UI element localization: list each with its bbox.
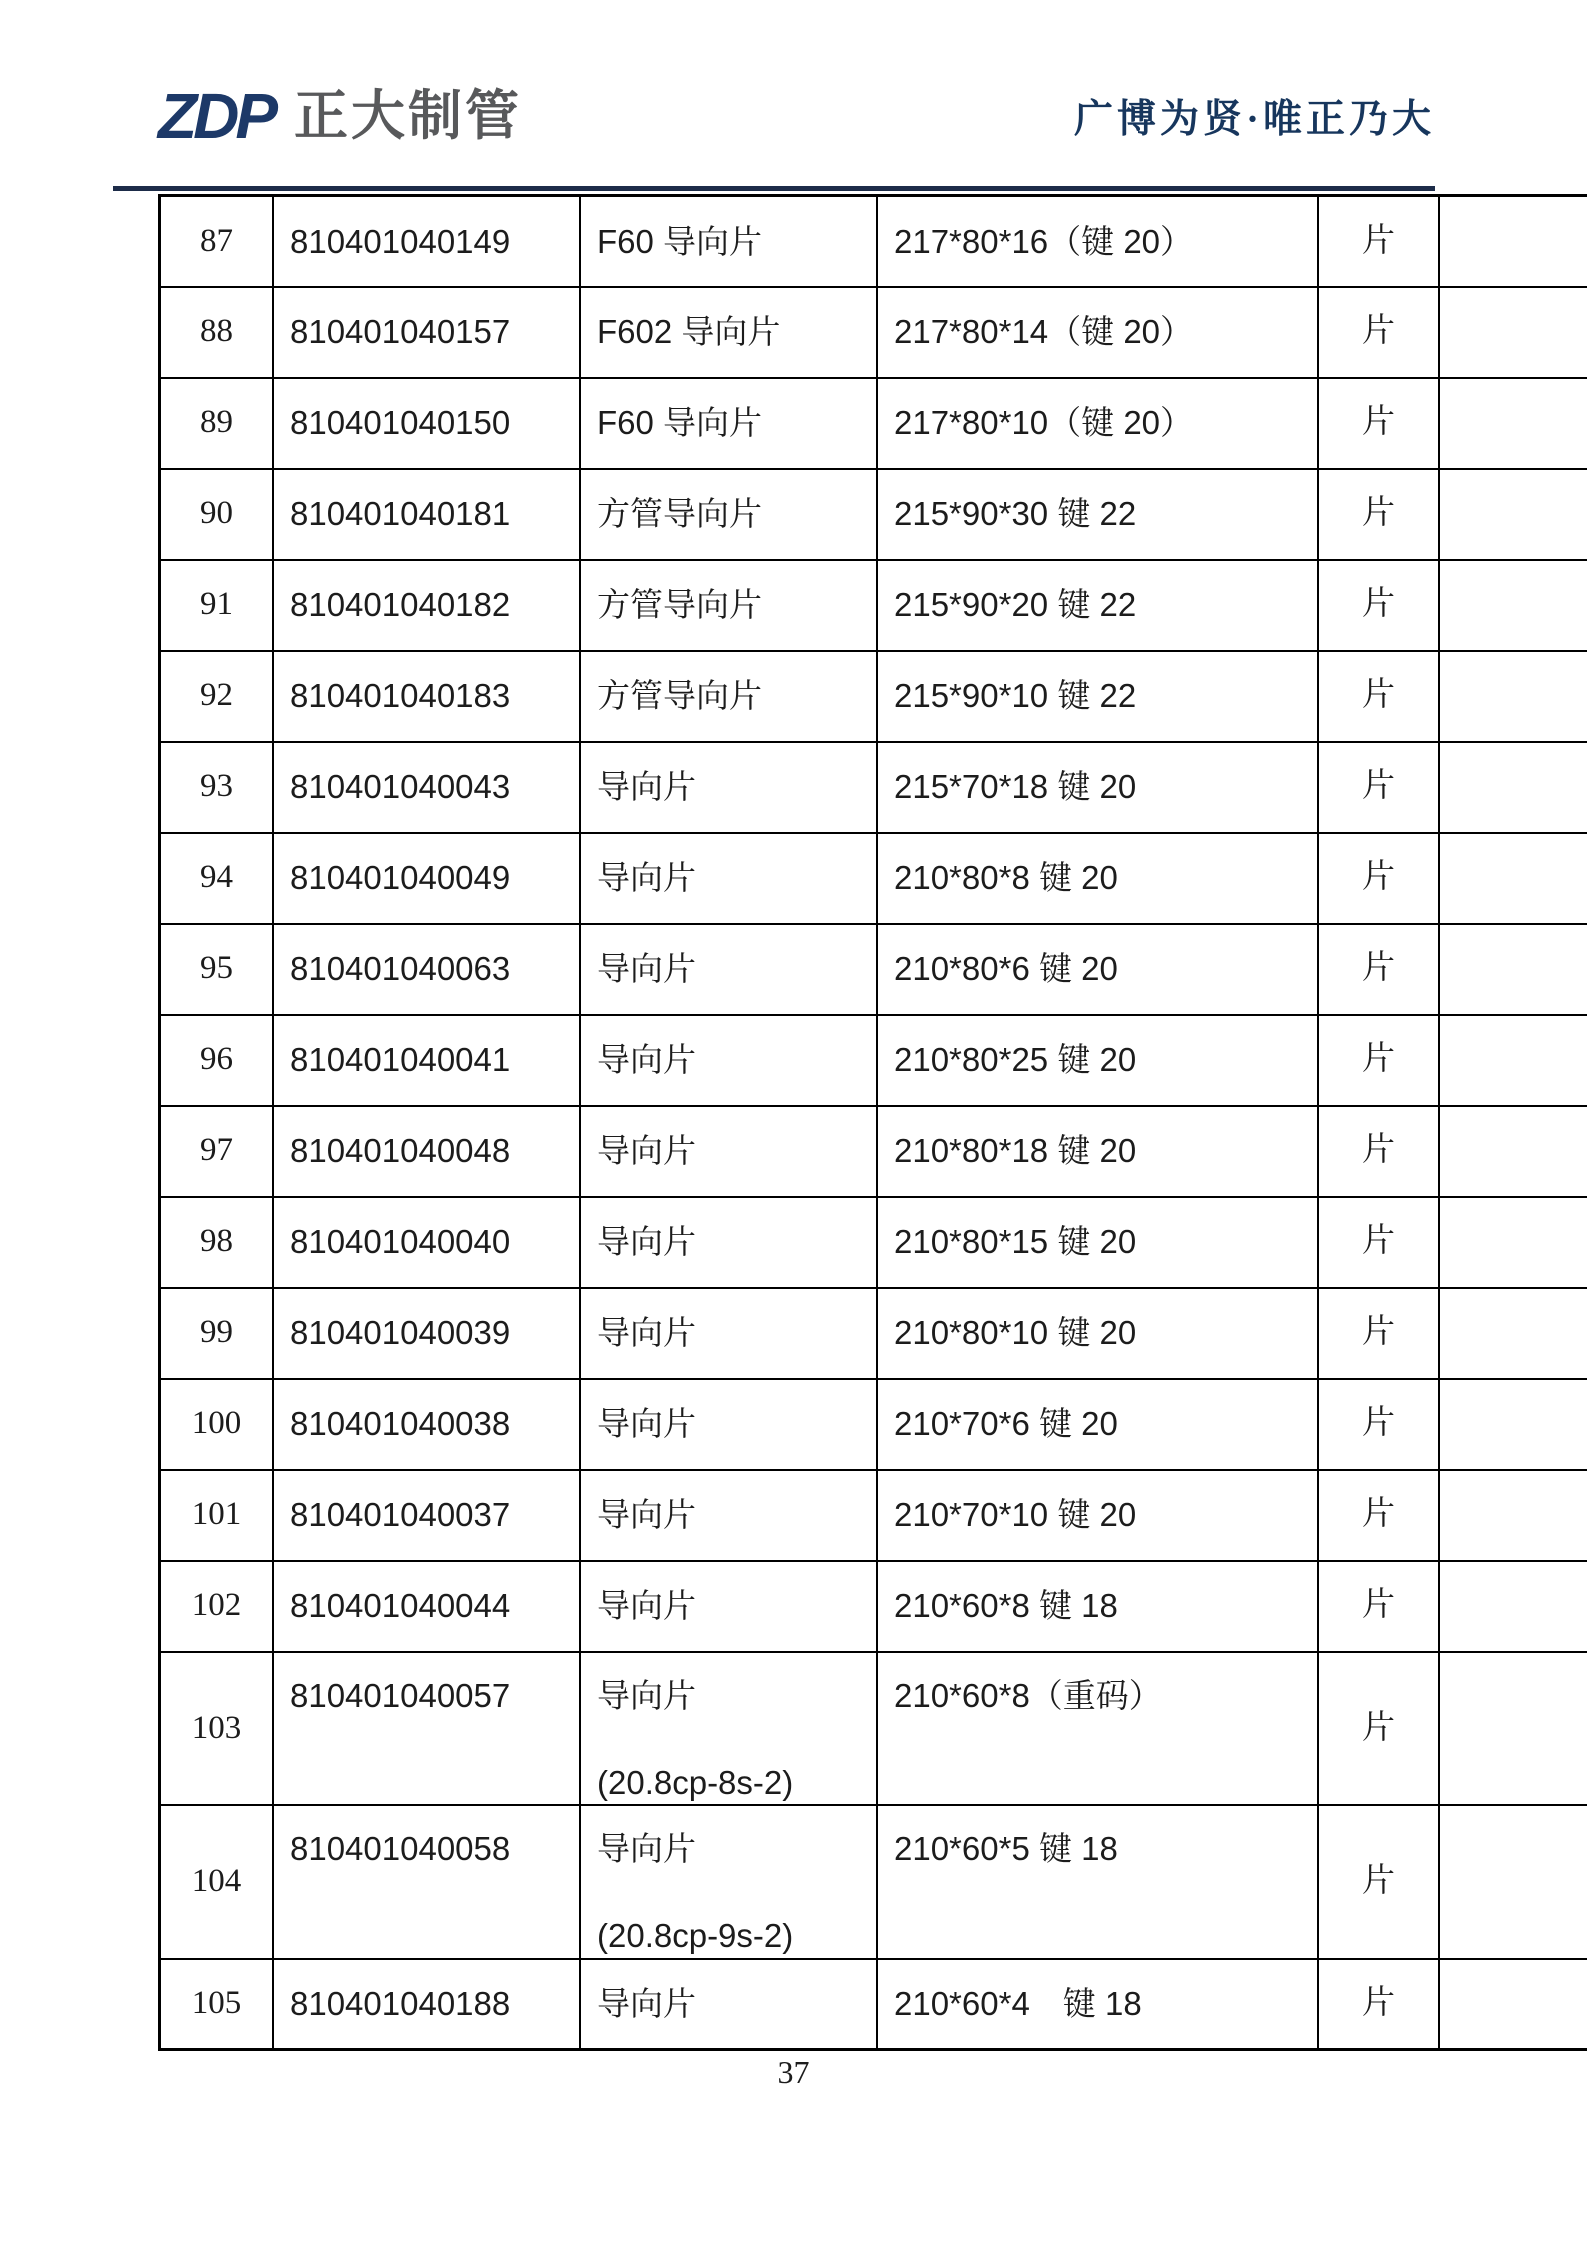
item-code: 810401040039 <box>290 1314 511 1352</box>
table-row <box>160 1106 1587 1197</box>
remarks-cell-empty <box>1439 560 1587 651</box>
row-number: 91 <box>200 586 233 623</box>
item-name: 导向片 <box>597 1830 696 1867</box>
item-unit: 片 <box>1362 313 1395 350</box>
item-unit: 片 <box>1362 859 1395 896</box>
row-number: 95 <box>200 950 233 987</box>
item-unit: 片 <box>1362 495 1395 532</box>
remarks-cell-empty <box>1439 1379 1587 1470</box>
item-code-cell <box>273 1959 580 2050</box>
row-number: 92 <box>200 677 233 714</box>
item-code-cell <box>273 1805 580 1959</box>
item-code-cell <box>273 1288 580 1379</box>
row-number-cell <box>160 1106 274 1197</box>
item-spec: 210*60*5 键 18 <box>894 1830 1118 1867</box>
remarks-cell-empty <box>1439 1288 1587 1379</box>
item-spec: 210*60*8 键 18 <box>894 1587 1118 1625</box>
item-name-cell <box>580 742 877 833</box>
item-unit: 片 <box>1362 1314 1395 1351</box>
item-code: 810401040157 <box>290 313 511 351</box>
item-name-cell <box>580 1197 877 1288</box>
item-spec-cell <box>877 1379 1318 1470</box>
table-row <box>160 924 1587 1015</box>
row-number: 89 <box>200 404 233 441</box>
item-unit: 片 <box>1362 1496 1395 1533</box>
row-number: 96 <box>200 1041 233 1078</box>
item-name-cell <box>580 287 877 378</box>
company-name: 正大制管 <box>294 86 522 146</box>
item-spec-cell <box>877 1652 1318 1806</box>
item-unit-cell <box>1318 560 1439 651</box>
row-number: 104 <box>191 1863 242 1900</box>
item-unit: 片 <box>1362 1985 1395 2022</box>
item-spec-cell <box>877 1288 1318 1379</box>
item-unit: 片 <box>1362 1709 1395 1746</box>
row-number-cell <box>160 287 274 378</box>
item-code: 810401040038 <box>290 1405 511 1443</box>
item-spec: 217*80*16（键 20） <box>894 222 1194 260</box>
item-unit: 片 <box>1362 1405 1395 1442</box>
item-spec: 215*70*18 键 20 <box>894 768 1137 806</box>
item-spec: 215*90*20 键 22 <box>894 586 1137 624</box>
item-unit-cell <box>1318 1197 1439 1288</box>
item-spec-cell <box>877 287 1318 378</box>
item-spec: 210*80*25 键 20 <box>894 1041 1137 1079</box>
item-unit: 片 <box>1362 1223 1395 1260</box>
row-number-cell <box>160 378 274 469</box>
item-spec-cell <box>877 1015 1318 1106</box>
item-name: 导向片 <box>597 1405 696 1443</box>
item-unit: 片 <box>1362 950 1395 987</box>
remarks-cell-empty <box>1439 1470 1587 1561</box>
item-name-cell <box>580 1805 877 1959</box>
item-unit-cell <box>1318 1106 1439 1197</box>
item-name: 导向片 <box>597 950 696 988</box>
item-name: F602 导向片 <box>597 313 781 351</box>
table-row <box>160 560 1587 651</box>
item-code: 810401040044 <box>290 1587 511 1625</box>
row-number-cell <box>160 1561 274 1652</box>
item-code: 810401040058 <box>290 1830 511 1867</box>
row-number: 88 <box>200 313 233 350</box>
item-code: 810401040188 <box>290 1985 511 2023</box>
item-unit: 片 <box>1362 1863 1395 1900</box>
row-number: 93 <box>200 768 233 805</box>
item-code: 810401040183 <box>290 677 511 715</box>
item-unit-cell <box>1318 924 1439 1015</box>
row-number: 98 <box>200 1223 233 1260</box>
item-spec-cell <box>877 196 1318 287</box>
item-name-cell <box>580 651 877 742</box>
item-spec: 215*90*30 键 22 <box>894 495 1137 533</box>
remarks-cell-empty <box>1439 287 1587 378</box>
row-number: 90 <box>200 495 233 532</box>
item-name-cell <box>580 1561 877 1652</box>
item-spec-cell <box>877 651 1318 742</box>
row-number-cell <box>160 1470 274 1561</box>
item-unit-cell <box>1318 378 1439 469</box>
item-code: 810401040041 <box>290 1041 511 1079</box>
item-name-cell <box>580 378 877 469</box>
item-name-cell <box>580 469 877 560</box>
item-code-cell <box>273 287 580 378</box>
table-row <box>160 1288 1587 1379</box>
company-logo <box>158 80 522 152</box>
item-name: 导向片 <box>597 768 696 806</box>
item-unit-cell <box>1318 1015 1439 1106</box>
remarks-cell-empty <box>1439 1197 1587 1288</box>
row-number-cell <box>160 196 274 287</box>
item-unit: 片 <box>1362 586 1395 623</box>
table-row <box>160 1197 1587 1288</box>
item-unit-cell <box>1318 196 1439 287</box>
item-code: 810401040049 <box>290 859 511 897</box>
item-name-line2: (20.8cp-8s-2) <box>597 1763 794 1801</box>
item-unit-cell <box>1318 287 1439 378</box>
row-number: 100 <box>191 1405 242 1442</box>
row-number-cell <box>160 651 274 742</box>
item-spec: 210*60*4 键 18 <box>894 1985 1142 2023</box>
zdp-logo-mark: ZDP <box>158 80 274 152</box>
item-code-cell <box>273 560 580 651</box>
remarks-cell-empty <box>1439 196 1587 287</box>
item-name-cell <box>580 1015 877 1106</box>
item-code: 810401040057 <box>290 1676 511 1714</box>
item-unit: 片 <box>1362 1587 1395 1624</box>
company-slogan: 广博为贤·唯正乃大 <box>1073 98 1435 141</box>
item-code-cell <box>273 469 580 560</box>
item-name-line2: (20.8cp-9s-2) <box>597 1917 794 1955</box>
table-row <box>160 651 1587 742</box>
table-row <box>160 1470 1587 1561</box>
remarks-cell-empty <box>1439 1805 1587 1959</box>
row-number-cell <box>160 742 274 833</box>
item-name: 导向片 <box>597 1132 696 1170</box>
item-unit: 片 <box>1362 1132 1395 1169</box>
row-number: 102 <box>191 1587 242 1624</box>
row-number: 105 <box>191 1985 242 2022</box>
row-number-cell <box>160 833 274 924</box>
item-code-cell <box>273 924 580 1015</box>
row-number-cell <box>160 560 274 651</box>
item-name: 方管导向片 <box>597 586 762 624</box>
remarks-cell-empty <box>1439 1959 1587 2050</box>
table-row <box>160 1379 1587 1470</box>
row-number: 94 <box>200 859 233 896</box>
item-name-cell <box>580 1379 877 1470</box>
remarks-cell-empty <box>1439 924 1587 1015</box>
row-number-cell <box>160 1288 274 1379</box>
item-unit-cell <box>1318 651 1439 742</box>
item-spec-cell <box>877 833 1318 924</box>
remarks-cell-empty <box>1439 833 1587 924</box>
item-code: 810401040037 <box>290 1496 511 1534</box>
item-unit-cell <box>1318 833 1439 924</box>
item-unit-cell <box>1318 1561 1439 1652</box>
item-name: 导向片 <box>597 1041 696 1079</box>
item-code: 810401040182 <box>290 586 511 624</box>
item-name-cell <box>580 560 877 651</box>
item-name: F60 导向片 <box>597 222 763 260</box>
item-name-cell <box>580 1470 877 1561</box>
item-spec-cell <box>877 1959 1318 2050</box>
remarks-cell-empty <box>1439 742 1587 833</box>
item-spec-cell <box>877 924 1318 1015</box>
item-name: 导向片 <box>597 1985 696 2023</box>
item-spec-cell <box>877 1805 1318 1959</box>
item-spec: 210*70*6 键 20 <box>894 1405 1118 1443</box>
item-name: 导向片 <box>597 1587 696 1625</box>
item-spec-cell <box>877 1470 1318 1561</box>
item-spec: 217*80*14（键 20） <box>894 313 1194 351</box>
item-code: 810401040048 <box>290 1132 511 1170</box>
remarks-cell-empty <box>1439 378 1587 469</box>
item-spec: 210*80*6 键 20 <box>894 950 1118 988</box>
item-name: 导向片 <box>597 1496 696 1534</box>
remarks-cell-empty <box>1439 1561 1587 1652</box>
table-row <box>160 1959 1587 2050</box>
item-name: 导向片 <box>597 859 696 897</box>
item-name-cell <box>580 1959 877 2050</box>
item-code-cell <box>273 1015 580 1106</box>
item-spec-cell <box>877 378 1318 469</box>
row-number: 101 <box>191 1496 242 1533</box>
item-unit: 片 <box>1362 677 1395 714</box>
parts-table-body <box>160 196 1587 2050</box>
item-name-cell <box>580 1652 877 1806</box>
item-name: 导向片 <box>597 1314 696 1352</box>
item-unit: 片 <box>1362 222 1395 259</box>
remarks-cell-empty <box>1439 1106 1587 1197</box>
row-number: 97 <box>200 1132 233 1169</box>
item-spec: 210*80*8 键 20 <box>894 859 1118 897</box>
item-spec-cell <box>877 1106 1318 1197</box>
row-number-cell <box>160 1197 274 1288</box>
item-spec: 217*80*10（键 20） <box>894 404 1194 442</box>
table-row <box>160 1561 1587 1652</box>
item-unit-cell <box>1318 1288 1439 1379</box>
item-spec: 210*80*18 键 20 <box>894 1132 1137 1170</box>
item-code: 810401040181 <box>290 495 511 533</box>
item-spec-cell <box>877 469 1318 560</box>
item-unit-cell <box>1318 742 1439 833</box>
item-spec: 210*70*10 键 20 <box>894 1496 1137 1534</box>
item-name: 方管导向片 <box>597 495 762 533</box>
table-row <box>160 833 1587 924</box>
item-code: 810401040149 <box>290 222 511 260</box>
item-code-cell <box>273 742 580 833</box>
header-divider-line <box>113 186 1435 191</box>
item-name-cell <box>580 924 877 1015</box>
remarks-cell-empty <box>1439 1015 1587 1106</box>
item-code-cell <box>273 833 580 924</box>
item-code-cell <box>273 1106 580 1197</box>
item-spec-cell <box>877 560 1318 651</box>
row-number: 99 <box>200 1314 233 1351</box>
item-name: F60 导向片 <box>597 404 763 442</box>
row-number: 87 <box>200 222 233 259</box>
item-unit-cell <box>1318 469 1439 560</box>
item-unit-cell <box>1318 1959 1439 2050</box>
item-unit: 片 <box>1362 404 1395 441</box>
item-name-cell <box>580 833 877 924</box>
page-header <box>158 80 1435 152</box>
item-code-cell <box>273 1561 580 1652</box>
table-row <box>160 378 1587 469</box>
item-spec: 215*90*10 键 22 <box>894 677 1137 715</box>
remarks-cell-empty <box>1439 651 1587 742</box>
item-unit-cell <box>1318 1652 1439 1806</box>
table-row <box>160 196 1587 287</box>
remarks-cell-empty <box>1439 1652 1587 1806</box>
item-name: 方管导向片 <box>597 677 762 715</box>
item-code-cell <box>273 378 580 469</box>
parts-table <box>158 194 1587 2051</box>
item-code-cell <box>273 196 580 287</box>
item-name: 导向片 <box>597 1676 696 1714</box>
item-spec-cell <box>877 1561 1318 1652</box>
item-code-cell <box>273 1652 580 1806</box>
item-code: 810401040040 <box>290 1223 511 1261</box>
row-number-cell <box>160 924 274 1015</box>
row-number-cell <box>160 469 274 560</box>
row-number: 103 <box>191 1709 242 1746</box>
item-name-cell <box>580 1106 877 1197</box>
table-row <box>160 287 1587 378</box>
row-number-cell <box>160 1015 274 1106</box>
item-code: 810401040063 <box>290 950 511 988</box>
item-unit-cell <box>1318 1805 1439 1959</box>
item-spec: 210*80*15 键 20 <box>894 1223 1137 1261</box>
row-number-cell <box>160 1805 274 1959</box>
item-code-cell <box>273 1470 580 1561</box>
item-code-cell <box>273 1197 580 1288</box>
row-number-cell <box>160 1379 274 1470</box>
table-row <box>160 469 1587 560</box>
item-spec: 210*80*10 键 20 <box>894 1314 1137 1352</box>
item-unit: 片 <box>1362 1041 1395 1078</box>
item-name-cell <box>580 196 877 287</box>
item-spec-cell <box>877 742 1318 833</box>
item-name: 导向片 <box>597 1223 696 1261</box>
row-number-cell <box>160 1652 274 1806</box>
item-code: 810401040150 <box>290 404 511 442</box>
row-number-cell <box>160 1959 274 2050</box>
table-row <box>160 1805 1587 1959</box>
page-number: 37 <box>777 2054 810 2090</box>
item-code-cell <box>273 1379 580 1470</box>
table-row <box>160 1652 1587 1806</box>
table-row <box>160 1015 1587 1106</box>
table-row <box>160 742 1587 833</box>
item-code: 810401040043 <box>290 768 511 806</box>
item-spec: 210*60*8（重码） <box>894 1676 1162 1714</box>
item-unit-cell <box>1318 1379 1439 1470</box>
item-spec-cell <box>877 1197 1318 1288</box>
item-code-cell <box>273 651 580 742</box>
item-unit-cell <box>1318 1470 1439 1561</box>
item-name-cell <box>580 1288 877 1379</box>
item-unit: 片 <box>1362 768 1395 805</box>
remarks-cell-empty <box>1439 469 1587 560</box>
